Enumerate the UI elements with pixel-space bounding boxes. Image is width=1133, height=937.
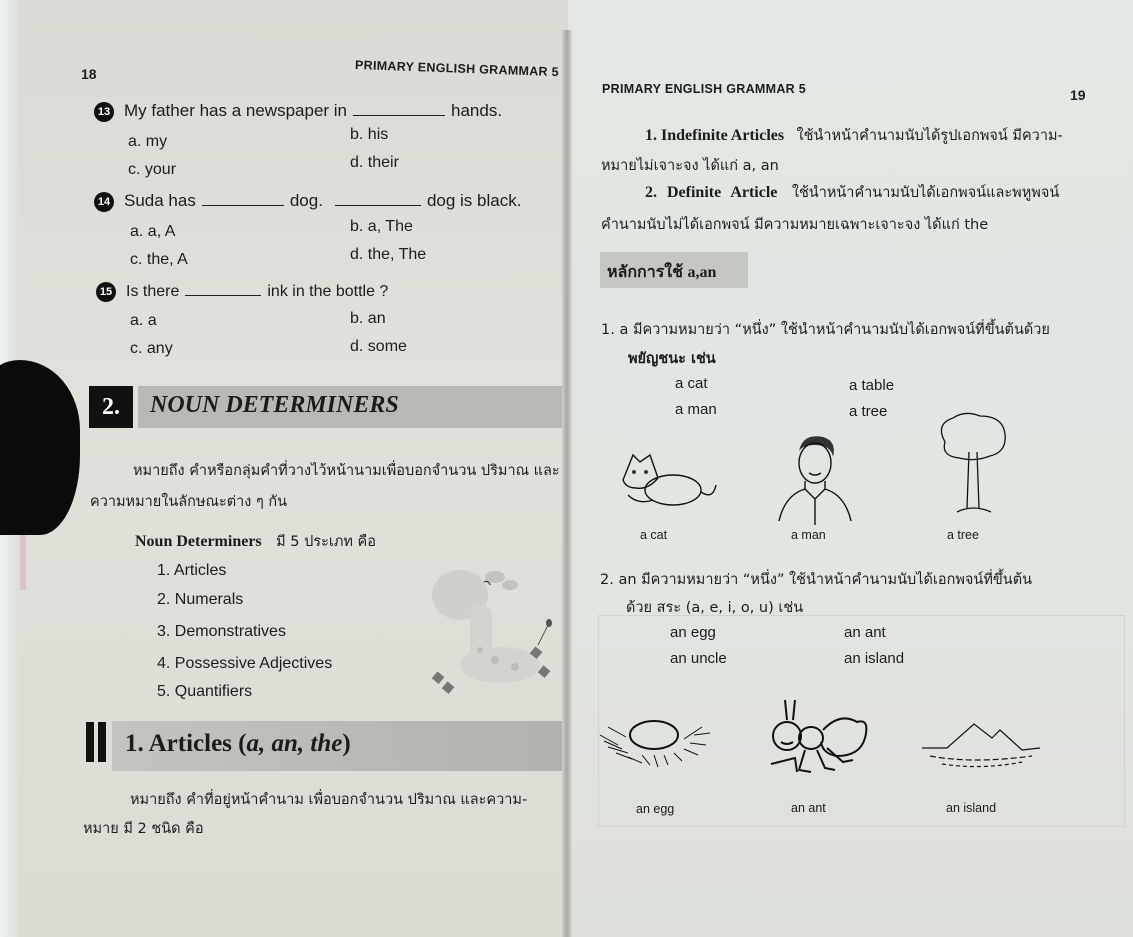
rule1-line2: พยัญชนะ เช่น <box>628 351 716 367</box>
question-number-badge: 13 <box>94 102 114 122</box>
option-d: d. some <box>350 338 407 355</box>
type-item-possessive-adjectives: 4. Possessive Adjectives <box>157 655 333 672</box>
rule1-line1: 1. a มีความหมายว่า “หนึ่ง” ใช้นำหน้าคำนามนับได้เอกพจน์ที่ขึ้นต้นด้วย <box>601 322 1050 338</box>
option-a: a. a <box>130 312 157 329</box>
indefinite-articles-line2: หมายไม่เจาะจง ได้แก่ a, an <box>601 158 779 174</box>
subsection-definition-line2: หมาย มี 2 ชนิด คือ <box>83 821 204 837</box>
subsection-title: 1. Articles (a, an, the) <box>125 730 351 757</box>
running-head-left: PRIMARY ENGLISH GRAMMAR 5 <box>354 58 560 80</box>
section-definition-line2: ความหมายในลักษณะต่าง ๆ กัน <box>90 494 288 510</box>
option-b: b. a, The <box>350 218 413 235</box>
heading-bar-mark <box>86 722 94 762</box>
answer-blank <box>202 191 284 206</box>
example-a-cat: a cat <box>675 375 708 392</box>
option-b: b. his <box>350 126 389 143</box>
question-number-badge: 15 <box>96 282 116 302</box>
page-number-left: 18 <box>81 66 97 82</box>
option-a: a. my <box>128 133 168 150</box>
answer-blank <box>185 281 261 296</box>
section-number: 2. <box>89 386 133 428</box>
cat-illustration <box>618 450 723 510</box>
caption-an-island: an island <box>946 801 997 815</box>
caption-an-ant: an ant <box>791 801 826 815</box>
rule-heading: หลักการใช้ a,an <box>607 262 717 281</box>
option-a: a. a, A <box>130 223 176 240</box>
option-d: d. the, The <box>350 246 427 263</box>
running-head-right: PRIMARY ENGLISH GRAMMAR 5 <box>602 82 807 96</box>
option-d: d. their <box>350 154 399 171</box>
rule2-line2: ด้วย สระ (a, e, i, o, u) เช่น <box>626 600 804 616</box>
example-an-ant: an ant <box>844 624 886 641</box>
book-gutter <box>562 30 572 937</box>
definite-article-line2: คำนามนับไม่ได้เอกพจน์ มีความหมายเฉพาะเจาะจง ได้แก่ the <box>601 217 989 233</box>
question-number-badge: 14 <box>94 192 114 212</box>
question-13: 13 My father has a newspaper in hands. <box>94 101 502 122</box>
example-a-table: a table <box>849 377 895 394</box>
type-item-demonstratives: 3. Demonstratives <box>157 623 286 640</box>
caption-a-man: a man <box>791 528 826 542</box>
type-item-numerals: 2. Numerals <box>157 591 244 608</box>
rule2-line1: 2. an มีความหมายว่า “หนึ่ง” ใช้นำหน้าคำนามนับได้เอกพจน์ที่ขึ้นต้น <box>600 572 1033 588</box>
tree-illustration <box>935 412 1010 522</box>
section-title: NOUN DETERMINERS <box>150 392 399 418</box>
option-c: c. the, A <box>130 251 188 268</box>
giraffe-illustration <box>420 555 560 695</box>
page-number-right: 19 <box>1070 87 1086 103</box>
caption-a-cat: a cat <box>640 528 668 542</box>
example-an-uncle: an uncle <box>670 650 727 667</box>
section-definition-line1: หมายถึง คำหรือกลุ่มคำที่วางไว้หน้านามเพื่อบอกจำนวน ปริมาณ และ <box>133 463 560 479</box>
question-15: 15 Is there ink in the bottle ? <box>96 281 388 302</box>
example-a-tree: a tree <box>849 403 888 420</box>
type-item-articles: 1. Articles <box>157 562 227 579</box>
subsection-definition-line1: หมายถึง คำที่อยู่หน้าคำนาม เพื่อบอกจำนวน ปริมาณ และความ- <box>130 792 528 808</box>
option-c: c. any <box>130 340 173 357</box>
egg-illustration <box>598 715 710 770</box>
option-c: c. your <box>128 161 177 178</box>
question-14: 14 Suda has dog. dog is black. <box>94 191 521 212</box>
indefinite-articles-line1: 1. Indefinite Articles ใช้นำหน้าคำนามนับได้รูปเอกพจน์ มีความ- <box>645 127 1063 144</box>
caption-an-egg: an egg <box>636 802 675 816</box>
option-b: b. an <box>350 310 386 327</box>
example-a-man: a man <box>675 401 717 418</box>
answer-blank <box>335 191 421 206</box>
caption-a-tree: a tree <box>947 528 979 542</box>
heading-bar-mark <box>98 722 106 762</box>
types-intro: Noun Determiners มี 5 ประเภท คือ <box>135 533 376 550</box>
definite-article-line1: 2. Definite Article ใช้นำหน้าคำนามนับได้เอกพจน์และพหูพจน์ <box>645 184 1060 201</box>
island-illustration <box>922 720 1040 775</box>
ant-illustration <box>765 698 875 776</box>
type-item-quantifiers: 5. Quantifiers <box>157 683 253 700</box>
man-illustration <box>775 433 855 525</box>
example-an-island: an island <box>844 650 905 667</box>
answer-blank <box>353 101 445 116</box>
example-an-egg: an egg <box>670 624 716 641</box>
